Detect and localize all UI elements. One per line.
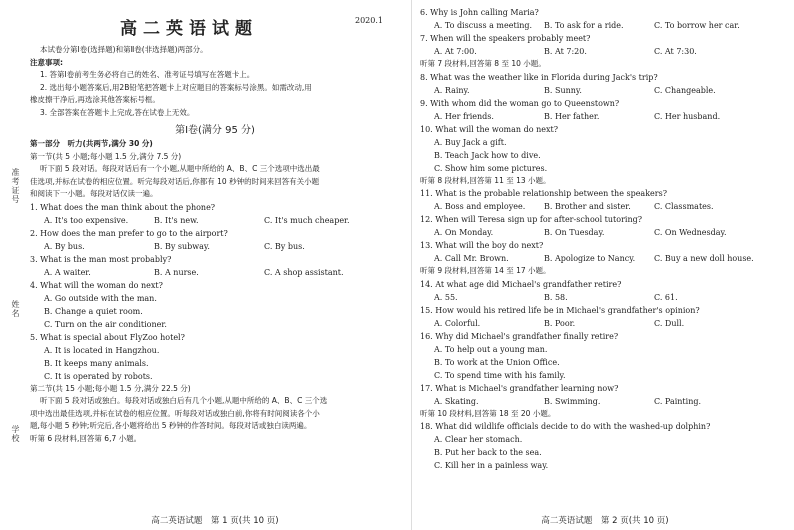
option: C. By bus. bbox=[264, 241, 305, 251]
page-title: 高二英语试题 bbox=[120, 19, 258, 39]
page-2 bbox=[420, 0, 790, 530]
question: 11. What is the probable relationship between the speakers? bbox=[420, 189, 667, 198]
intro-line: 1. 答第Ⅰ卷前考生务必将自己的姓名、准考证号填写在答题卡上。 bbox=[40, 70, 255, 79]
section1-instructions: 听下面 5 段对话。每段对话后有一个小题,从题中所给的 A、B、C 三个选项中选出最 bbox=[40, 164, 320, 173]
intro-line: 本试卷分第Ⅰ卷(选择题)和第Ⅱ卷(非选择题)两部分。 bbox=[40, 45, 208, 54]
option: C. Classmates. bbox=[654, 202, 714, 211]
option: C. It is operated by robots. bbox=[44, 371, 153, 381]
option: C. Buy a new doll house. bbox=[654, 254, 754, 263]
options-row bbox=[420, 226, 790, 239]
option: B. To work at the Union Office. bbox=[434, 357, 560, 367]
listening-instruction: 听第 8 段材料,回答第 11 至 13 小题。 bbox=[420, 175, 551, 185]
question: 13. What will the boy do next? bbox=[420, 241, 544, 250]
option: C. Show him some pictures. bbox=[434, 163, 548, 173]
option: B. Put her back to the sea. bbox=[434, 448, 542, 457]
listening-instruction: 听第 9 段材料,回答第 14 至 17 小题。 bbox=[420, 266, 551, 275]
exam-date: 2020.1 bbox=[355, 16, 383, 25]
part1-heading: 第一部分 听力(共两节,满分 30 分) bbox=[30, 139, 153, 148]
option: A. Call Mr. Brown. bbox=[434, 254, 509, 263]
question: 5. What is special about FlyZoo hotel? bbox=[30, 332, 185, 342]
option: A. Boss and employee. bbox=[434, 202, 526, 211]
option: B. 58. bbox=[544, 292, 568, 302]
instructions bbox=[30, 44, 400, 445]
listening-instruction: 听第 7 段材料,回答第 8 至 10 小题。 bbox=[420, 59, 546, 68]
option: B. Her father. bbox=[544, 111, 600, 121]
option: A. Go outside with the man. bbox=[44, 293, 157, 303]
page-footer: 高二英语试题 第 2 页(共 10 页) bbox=[541, 516, 669, 526]
option: A. Skating. bbox=[434, 396, 479, 406]
option: A. It is located in Hangzhou. bbox=[44, 345, 160, 355]
options-row bbox=[30, 214, 400, 227]
option: C. Dull. bbox=[654, 318, 685, 328]
option: B. Sunny. bbox=[544, 85, 582, 95]
option: B. It's new. bbox=[154, 215, 199, 225]
question: 17. What is Michael's grandfather learning now? bbox=[420, 383, 619, 393]
option: C. At 7:30. bbox=[654, 47, 697, 56]
option: C. To spend time with his family. bbox=[434, 370, 566, 380]
option: A. 55. bbox=[434, 292, 458, 302]
section1-instructions: 佳选项,并标在试卷的相应位置。听完每段对话后,你都有 10 秒钟的时间来回答有关小题 bbox=[30, 176, 320, 186]
option: B. By subway. bbox=[154, 241, 210, 251]
option: A. At 7:00. bbox=[434, 47, 477, 56]
page-divider bbox=[411, 0, 412, 530]
question: 9. With whom did the woman go to Queenstown? bbox=[420, 98, 620, 108]
school-label: 学校 bbox=[11, 425, 20, 443]
option: C. Painting. bbox=[654, 396, 702, 406]
option: B. Apologize to Nancy. bbox=[544, 254, 636, 263]
options-row bbox=[420, 200, 790, 213]
options-row bbox=[420, 252, 790, 265]
section1-heading: 第一节(共 5 小题;每小题 1.5 分,满分 7.5 分) bbox=[30, 151, 182, 161]
question: 3. What is the man most probably? bbox=[30, 254, 172, 264]
question: 7. When will the speakers probably meet? bbox=[420, 34, 591, 43]
option: B. Brother and sister. bbox=[544, 202, 631, 211]
options-row bbox=[420, 110, 790, 123]
option: C. A shop assistant. bbox=[264, 267, 344, 277]
option: A. To discuss a meeting. bbox=[434, 21, 533, 30]
section2-instructions: 项中选出最佳选项,并标在试卷的相应位置。听每段对话或独白前,你将有时间阅读各个小 bbox=[30, 408, 320, 418]
option: B. Poor. bbox=[544, 318, 576, 328]
option: A. A waiter. bbox=[44, 267, 91, 277]
options-row bbox=[420, 45, 790, 58]
question: 1. What does the man think about the phone? bbox=[30, 202, 216, 212]
option: B. Change a quiet room. bbox=[44, 306, 143, 316]
option: A. Buy Jack a gift. bbox=[434, 137, 507, 147]
exam-number-label: 准考证号 bbox=[11, 168, 20, 204]
section1-instructions: 和阅读下一小题。每段对话仅读一遍。 bbox=[30, 189, 158, 198]
option: A. Rainy. bbox=[434, 85, 470, 95]
option: A. Her friends. bbox=[434, 111, 494, 121]
options-row bbox=[420, 84, 790, 97]
option: A. Clear her stomach. bbox=[434, 435, 523, 444]
question-list bbox=[420, 6, 790, 472]
page-1 bbox=[30, 0, 400, 530]
section2-instructions: 题,每小题 5 秒钟;听完后,各小题将给出 5 秒钟的作答时间。每段对话或独白读两遍。 bbox=[30, 421, 312, 430]
notice-heading: 注意事项: bbox=[30, 57, 63, 67]
option: C. To borrow her car. bbox=[654, 21, 740, 30]
question: 2. How does the man prefer to go to the airport? bbox=[30, 228, 228, 238]
question: 4. What will the woman do next? bbox=[30, 280, 163, 290]
option: C. 61. bbox=[654, 292, 678, 302]
question: 6. Why is John calling Maria? bbox=[420, 8, 539, 17]
section2-heading: 第二节(共 15 小题;每小题 1.5 分,满分 22.5 分) bbox=[30, 383, 191, 393]
question: 15. How would his retired life be in Michael's grandfather's opinion? bbox=[420, 305, 700, 315]
intro-line: 橡皮擦干净后,再选涂其他答案标号框。 bbox=[30, 95, 160, 104]
option: C. Changeable. bbox=[654, 85, 716, 95]
question: 10. What will the woman do next? bbox=[420, 124, 558, 134]
option: A. To help out a young man. bbox=[434, 344, 548, 354]
question: 16. Why did Michael's grandfather finally retire? bbox=[420, 331, 619, 341]
option: C. It's much cheaper. bbox=[264, 215, 350, 225]
listening-instruction: 听第 10 段材料,回答第 18 至 20 小题。 bbox=[420, 408, 556, 418]
volume-heading: 第Ⅰ卷(满分 95 分) bbox=[175, 125, 255, 136]
options-row bbox=[420, 291, 790, 304]
option: A. By bus. bbox=[44, 241, 85, 251]
question: 12. When will Teresa sign up for after-school tutoring? bbox=[420, 215, 643, 224]
page-footer: 高二英语试题 第 1 页(共 10 页) bbox=[151, 516, 279, 526]
question: 14. At what age did Michael's grandfather retire? bbox=[420, 279, 622, 289]
section2-instructions: 听第 6 段材料,回答第 6,7 小题。 bbox=[30, 433, 142, 443]
options-row bbox=[420, 19, 790, 32]
option: A. On Monday. bbox=[434, 228, 494, 237]
option: B. Swimming. bbox=[544, 396, 601, 406]
options-row bbox=[30, 240, 400, 253]
options-row bbox=[30, 266, 400, 279]
option: B. At 7:20. bbox=[544, 47, 587, 56]
option: C. Kill her in a painless way. bbox=[434, 461, 549, 470]
option: C. Turn on the air conditioner. bbox=[44, 319, 167, 329]
option: B. To ask for a ride. bbox=[544, 21, 624, 30]
question: 8. What was the weather like in Florida during Jack's trip? bbox=[420, 72, 658, 82]
intro-line: 3. 全部答案在答题卡上完成,答在试卷上无效。 bbox=[40, 107, 195, 117]
options-row bbox=[420, 317, 790, 330]
option: B. A nurse. bbox=[154, 267, 199, 277]
question: 18. What did wildlife officials decide to do with the washed-up dolphin? bbox=[420, 422, 711, 431]
option: B. Teach Jack how to dive. bbox=[434, 150, 541, 160]
options-row bbox=[420, 395, 790, 408]
name-label: 姓名 bbox=[11, 300, 20, 318]
option: C. Her husband. bbox=[654, 111, 721, 121]
option: B. It keeps many animals. bbox=[44, 358, 149, 368]
option: A. Colorful. bbox=[434, 318, 481, 328]
option: A. It's too expensive. bbox=[44, 215, 129, 225]
option: B. On Tuesday. bbox=[544, 228, 605, 237]
section2-instructions: 听下面 5 段对话或独白。每段对话或独白后有几个小题,从题中所给的 A、B、C 三个选 bbox=[40, 396, 328, 405]
intro-line: 2. 选出每小题答案后,用2B铅笔把答题卡上对应题目的答案标号涂黑。如需改动,用 bbox=[40, 82, 312, 92]
option: C. On Wednesday. bbox=[654, 228, 727, 237]
